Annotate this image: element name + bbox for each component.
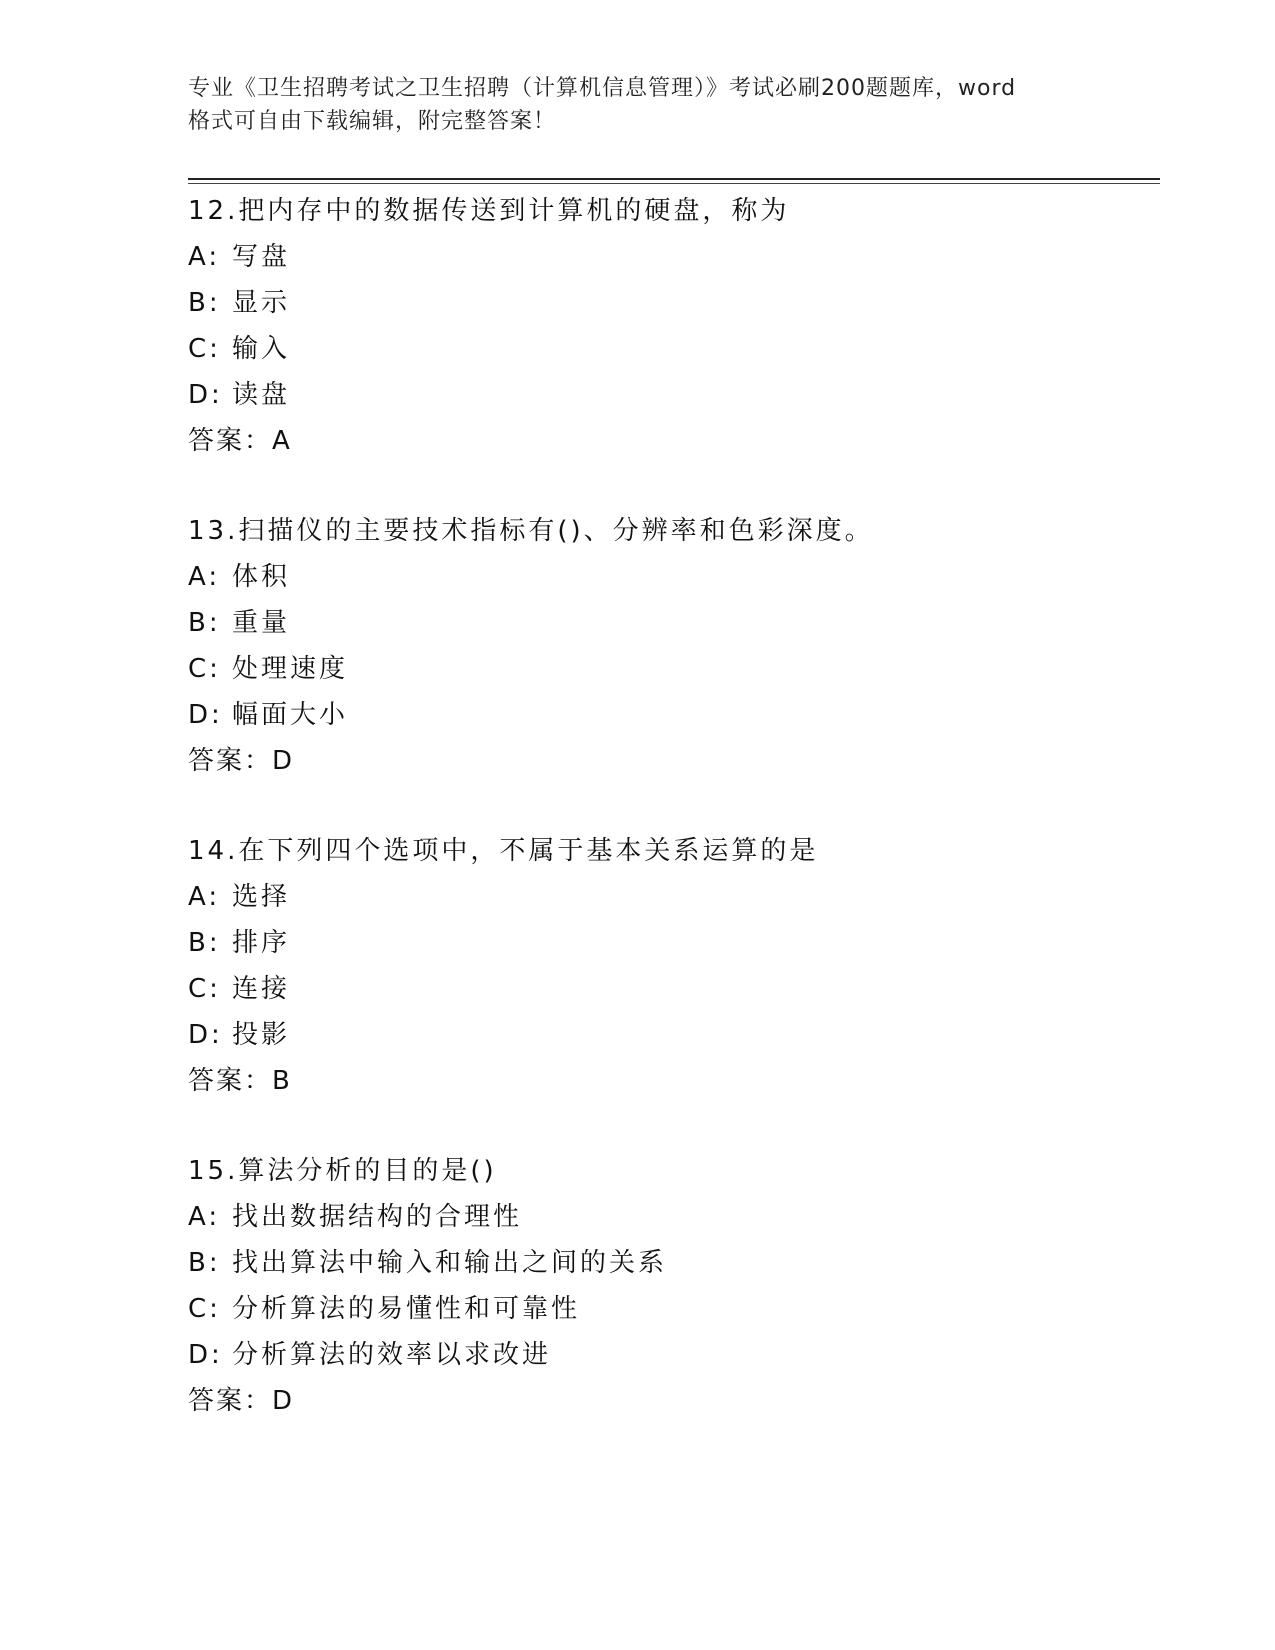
option-key: B:	[188, 608, 221, 638]
option-key: D:	[188, 1020, 223, 1050]
option-key: C:	[188, 334, 221, 364]
option-a	[188, 1194, 1148, 1240]
option-key: C:	[188, 654, 221, 684]
option-c	[188, 1286, 1148, 1332]
option-key: D:	[188, 700, 223, 730]
option-key: A:	[188, 1202, 221, 1232]
answer-line: 答案：A	[188, 426, 292, 456]
option-key: A:	[188, 882, 221, 912]
option-key: D:	[188, 1340, 223, 1370]
answer-line: 答案：D	[188, 1386, 295, 1416]
option-d	[188, 372, 1148, 418]
option-b	[188, 600, 1148, 646]
option-text: 找出算法中输入和输出之间的关系	[232, 1248, 668, 1278]
answer-line: 答案：D	[188, 746, 295, 776]
option-text: 投影	[232, 1020, 291, 1050]
header-line-1: 专业《卫生招聘考试之卫生招聘（计算机信息管理）》考试必刷200题题库，word	[188, 76, 1017, 101]
question-13	[188, 508, 1148, 784]
option-text: 幅面大小	[232, 700, 349, 730]
option-d	[188, 1012, 1148, 1058]
option-a	[188, 554, 1148, 600]
question-list	[188, 188, 1148, 1468]
option-a	[188, 874, 1148, 920]
option-key: A:	[188, 242, 221, 272]
option-text: 处理速度	[232, 654, 349, 684]
option-text: 找出数据结构的合理性	[232, 1202, 523, 1232]
option-key: C:	[188, 974, 221, 1004]
option-text: 显示	[232, 288, 291, 318]
option-key: A:	[188, 562, 221, 592]
option-text: 输入	[232, 334, 291, 364]
answer-line: 答案：B	[188, 1066, 292, 1096]
document-header	[188, 72, 1088, 138]
option-text: 选择	[232, 882, 291, 912]
option-text: 排序	[232, 928, 291, 958]
option-text: 连接	[232, 974, 291, 1004]
option-c	[188, 646, 1148, 692]
option-text: 读盘	[232, 380, 291, 410]
option-c	[188, 326, 1148, 372]
option-key: B:	[188, 288, 221, 318]
question-14	[188, 828, 1148, 1104]
option-text: 分析算法的易懂性和可靠性	[232, 1294, 581, 1324]
question-stem: 13.扫描仪的主要技术指标有()、分辨率和色彩深度。	[188, 516, 874, 546]
question-stem: 12.把内存中的数据传送到计算机的硬盘，称为	[188, 196, 790, 226]
option-b	[188, 920, 1148, 966]
option-text: 分析算法的效率以求改进	[232, 1340, 552, 1370]
question-stem: 15.算法分析的目的是()	[188, 1156, 497, 1186]
question-stem: 14.在下列四个选项中，不属于基本关系运算的是	[188, 836, 819, 866]
option-key: B:	[188, 928, 221, 958]
header-divider-thin	[188, 183, 1160, 184]
option-b	[188, 1240, 1148, 1286]
option-key: D:	[188, 380, 223, 410]
option-b	[188, 280, 1148, 326]
header-divider-thick	[188, 178, 1160, 180]
question-12	[188, 188, 1148, 464]
option-key: B:	[188, 1248, 221, 1278]
option-d	[188, 1332, 1148, 1378]
option-text: 写盘	[232, 242, 291, 272]
option-text: 重量	[232, 608, 291, 638]
question-15	[188, 1148, 1148, 1424]
option-c	[188, 966, 1148, 1012]
option-key: C:	[188, 1294, 221, 1324]
option-d	[188, 692, 1148, 738]
option-a	[188, 234, 1148, 280]
header-line-2: 格式可自由下载编辑，附完整答案！	[188, 109, 557, 134]
option-text: 体积	[232, 562, 291, 592]
